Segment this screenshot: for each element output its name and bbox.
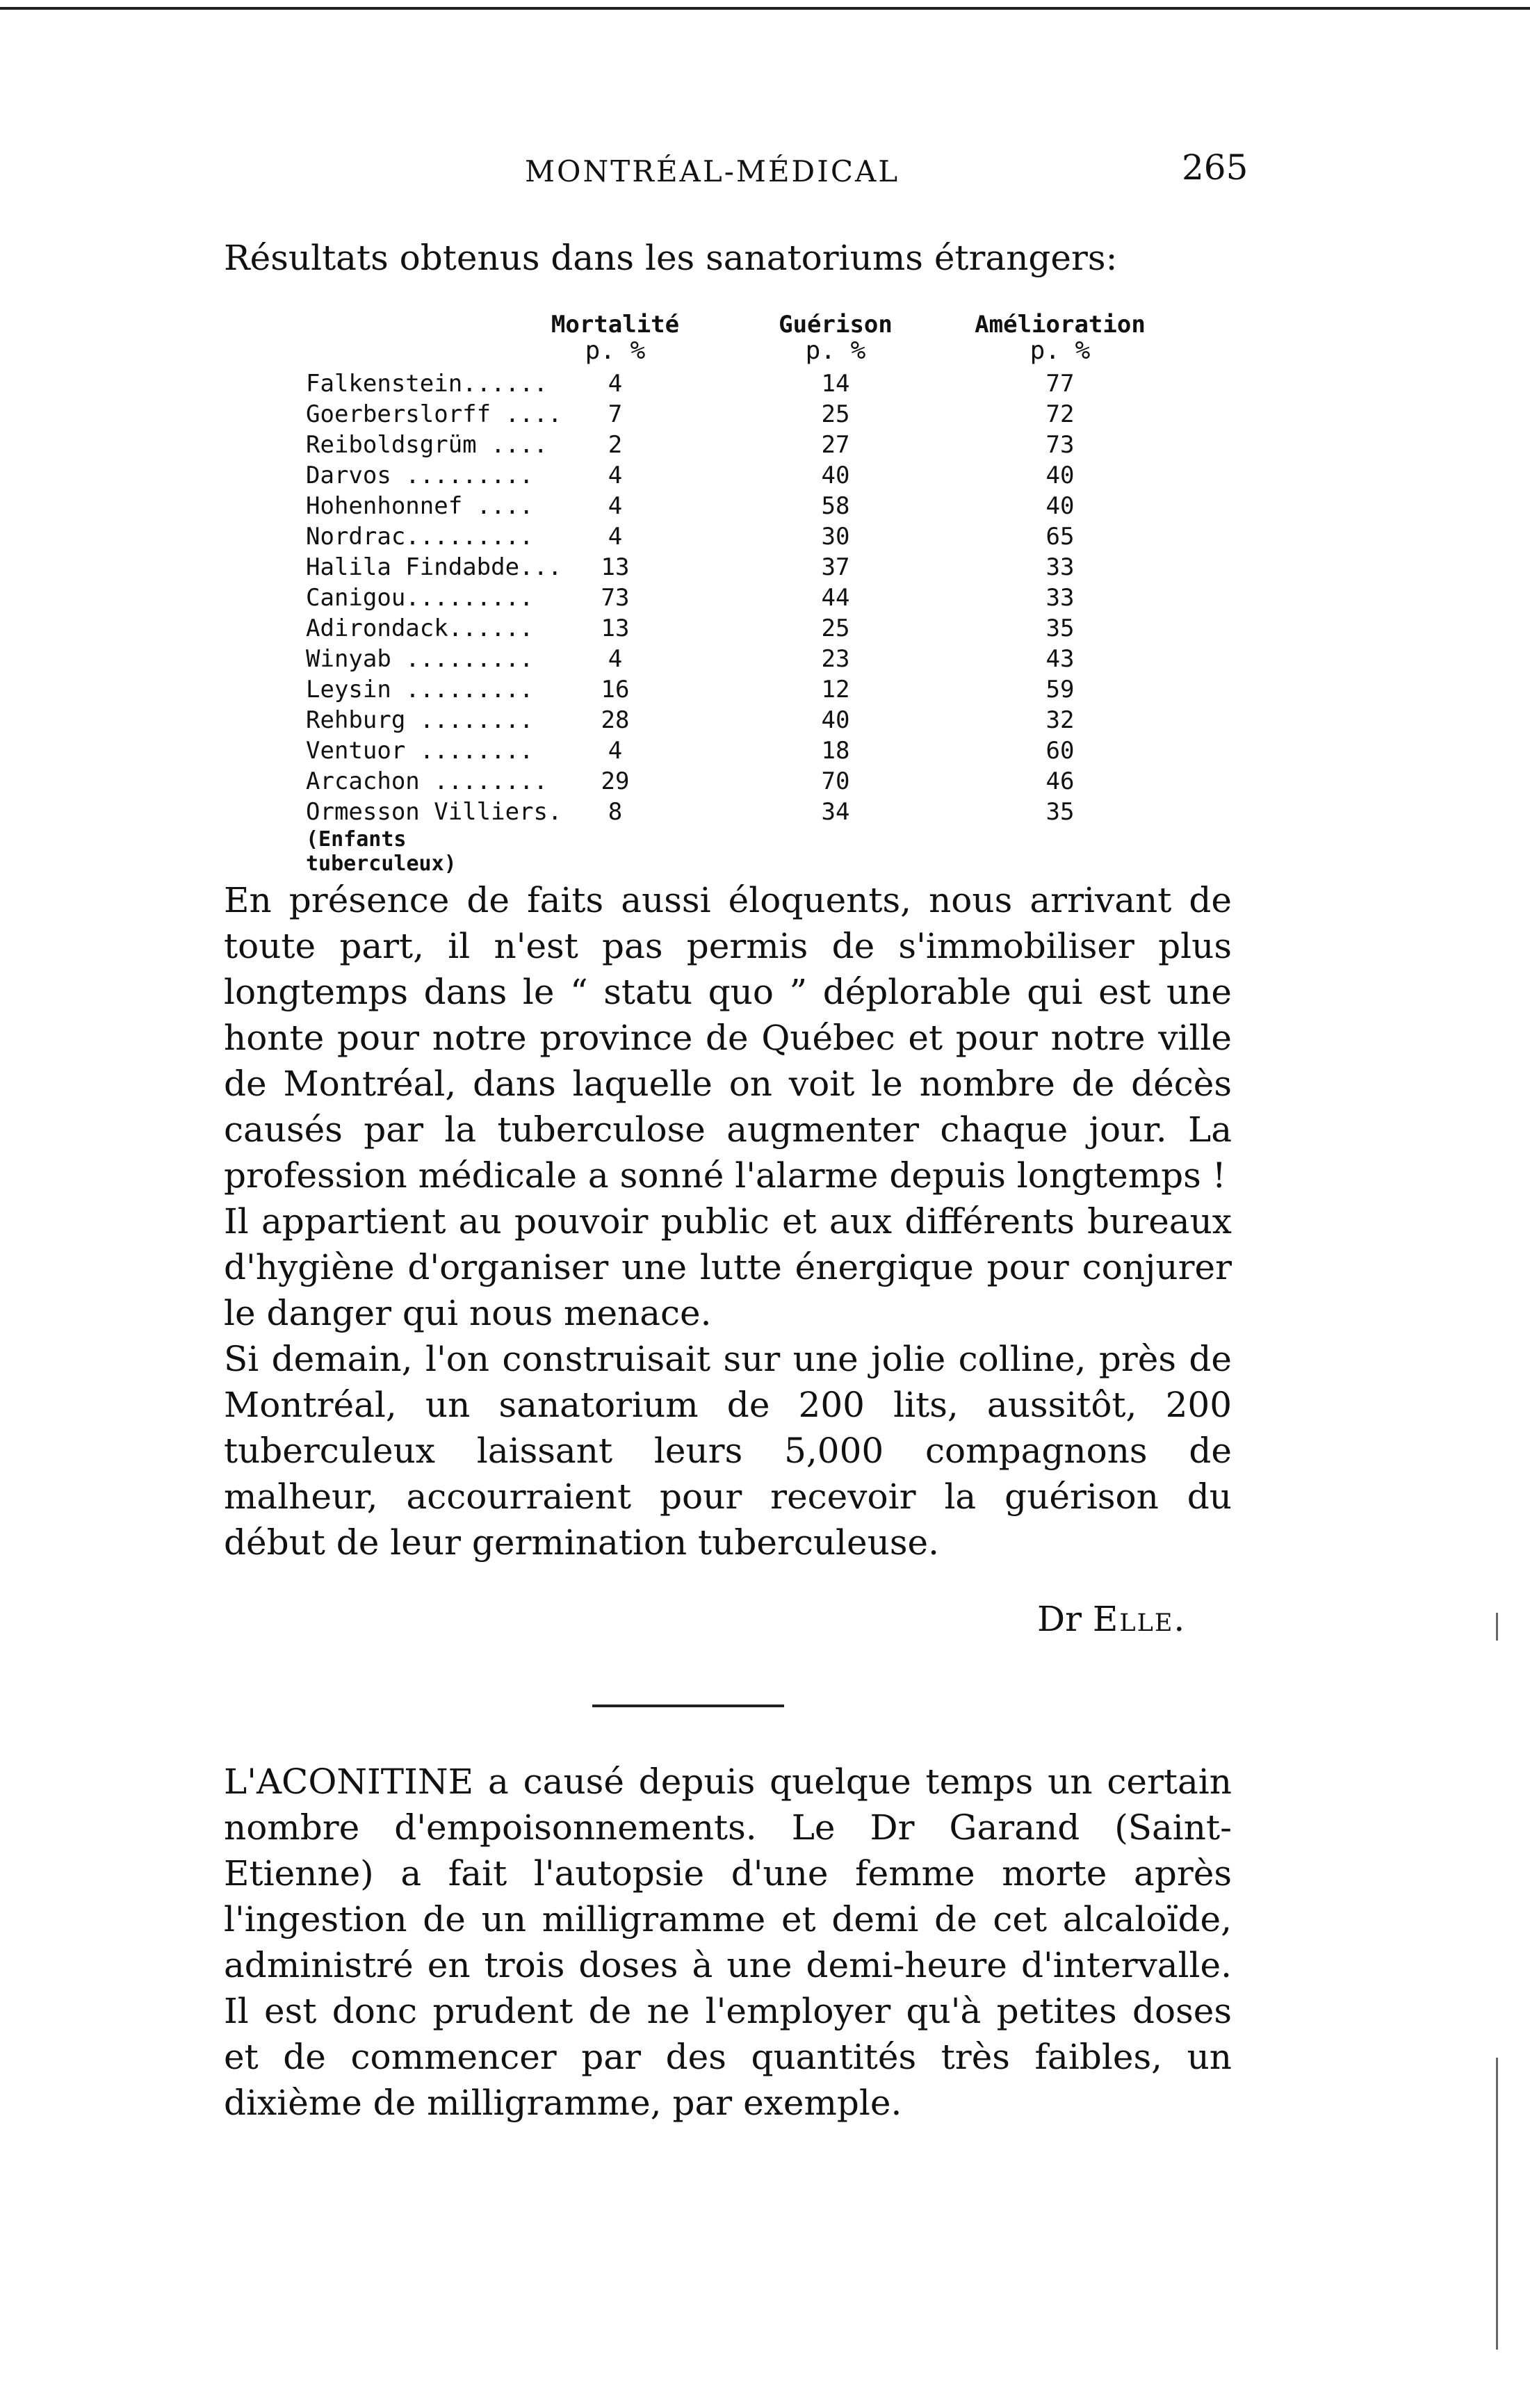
cell-guerison: 44 <box>821 584 850 612</box>
cell-mortalite: 7 <box>608 400 623 428</box>
cell-amelioration: 72 <box>1045 400 1075 428</box>
table-row <box>306 521 1210 552</box>
article-body <box>224 877 1232 1565</box>
row-name: Nordrac......... <box>306 523 534 551</box>
cell-amelioration: 35 <box>1045 615 1075 642</box>
running-header: MONTRÉAL-MÉDICAL <box>525 154 900 188</box>
paragraph: L'ACONITINE a causé depuis quelque temps un certain nombre d'empoisonnements. Le Dr Garand (Saint-Etienne) a fait l'autopsie d'une femme morte après l'ingestion de un milligramme et demi de cet alcaloïde, administré en trois doses à une demi-heure d'intervalle. Il est donc prudent de ne l'employer qu'à petites doses et de commencer par des quantités très faibles, un dixième de milligramme, par exemple. <box>224 1762 1232 2123</box>
cell-guerison: 18 <box>821 737 850 765</box>
cell-guerison: 25 <box>821 400 850 428</box>
col-title: Mortalité <box>551 311 680 339</box>
row-name: Goerberslorff .... <box>306 400 562 428</box>
cell-guerison: 37 <box>821 553 850 581</box>
cell-guerison: 40 <box>821 462 850 489</box>
row-name: Hohenhonnef .... <box>306 492 534 520</box>
row-name: Reiboldsgrüm .... <box>306 431 548 459</box>
col-unit: p. % <box>1030 336 1091 365</box>
cell-mortalite: 4 <box>608 370 623 398</box>
table-row <box>306 399 1210 430</box>
cell-amelioration: 46 <box>1045 767 1075 795</box>
cell-amelioration: 43 <box>1045 645 1075 673</box>
col-unit: p. % <box>805 336 866 365</box>
row-name: Winyab ......... <box>306 645 534 673</box>
signature-prefix: Dr <box>1037 1599 1093 1639</box>
margin-mark <box>1496 1613 1498 1641</box>
cell-guerison: 70 <box>821 767 850 795</box>
cell-amelioration: 77 <box>1045 370 1075 398</box>
cell-guerison: 27 <box>821 431 850 459</box>
cell-guerison: 25 <box>821 615 850 642</box>
paragraph: Si demain, l'on construisait sur une jolie colline, près de Montréal, un sanatorium de 200 lits, aussitôt, 200 tuberculeux laissant leurs 5,000 compagnons de malheur, accourraient pour recevoir la guérison du début de leur germination tuberculeuse. <box>224 1339 1232 1563</box>
row-name: Adirondack...... <box>306 615 534 642</box>
cell-guerison: 12 <box>821 676 850 703</box>
row-name: Ventuor ........ <box>306 737 534 765</box>
cell-amelioration: 40 <box>1045 492 1075 520</box>
cell-mortalite: 28 <box>601 706 630 734</box>
table-row <box>306 735 1210 766</box>
table-row <box>306 766 1210 797</box>
signature-name: Elle. <box>1092 1599 1187 1639</box>
table-row <box>306 430 1210 460</box>
cell-amelioration: 73 <box>1045 431 1075 459</box>
table-row <box>306 613 1210 644</box>
row-name: Falkenstein...... <box>306 370 548 398</box>
page-number: 265 <box>1182 147 1248 188</box>
table-row <box>306 705 1210 735</box>
cell-amelioration: 32 <box>1045 706 1075 734</box>
cell-amelioration: 33 <box>1045 584 1075 612</box>
col-title: Guérison <box>779 311 893 339</box>
second-article <box>224 1759 1232 2126</box>
col-unit: p. % <box>585 336 646 365</box>
table-row <box>306 674 1210 705</box>
table-note: (Enfants tuberculeux) <box>306 827 457 876</box>
cell-mortalite: 8 <box>608 798 623 826</box>
cell-guerison: 23 <box>821 645 850 673</box>
top-scan-rule <box>0 7 1530 10</box>
table-intro: Résultats obtenus dans les sanatoriums étrangers: <box>224 238 1118 278</box>
cell-mortalite: 2 <box>608 431 623 459</box>
table-row <box>306 644 1210 674</box>
row-name: Darvos ......... <box>306 462 534 489</box>
paragraph: Il appartient au pouvoir public et aux différents bureaux d'hygiène d'organiser une lutte énergique pour conjurer le danger qui nous menace. <box>224 1201 1232 1333</box>
col-header-mortalite <box>504 311 726 364</box>
cell-mortalite: 13 <box>601 553 630 581</box>
col-header-guerison <box>724 311 947 364</box>
table-row <box>306 583 1210 613</box>
cell-amelioration: 65 <box>1045 523 1075 551</box>
cell-mortalite: 4 <box>608 462 623 489</box>
table-row <box>306 368 1210 399</box>
cell-mortalite: 4 <box>608 737 623 765</box>
row-name: Arcachon ........ <box>306 767 548 795</box>
col-title: Amélioration <box>975 311 1146 339</box>
table-row <box>306 797 1210 827</box>
row-name: Halila Findabde... <box>306 553 562 581</box>
row-name: Canigou......... <box>306 584 534 612</box>
margin-mark <box>1496 2058 1498 2350</box>
paragraph: En présence de faits aussi éloquents, nous arrivant de toute part, il n'est pas permis de s'immobiliser plus longtemps dans le “ statu quo ” déplorable qui est une honte pour notre province de Québec et pour notre ville de Montréal, dans laquelle on voit le nombre de décès causés par la tuberculose augmenter chaque jour. La profession médicale a sonné l'alarme depuis longtemps ! <box>224 880 1232 1196</box>
author-signature <box>1037 1599 1186 1639</box>
cell-amelioration: 59 <box>1045 676 1075 703</box>
table-row <box>306 460 1210 491</box>
cell-mortalite: 29 <box>601 767 630 795</box>
cell-amelioration: 40 <box>1045 462 1075 489</box>
cell-amelioration: 60 <box>1045 737 1075 765</box>
row-name: Rehburg ........ <box>306 706 534 734</box>
section-divider <box>592 1705 784 1707</box>
table-row <box>306 491 1210 521</box>
cell-mortalite: 4 <box>608 492 623 520</box>
table-row <box>306 552 1210 583</box>
cell-mortalite: 73 <box>601 584 630 612</box>
row-name: Ormesson Villiers. <box>306 798 562 826</box>
cell-mortalite: 13 <box>601 615 630 642</box>
cell-guerison: 14 <box>821 370 850 398</box>
cell-amelioration: 35 <box>1045 798 1075 826</box>
col-header-amelioration <box>949 311 1171 364</box>
cell-guerison: 34 <box>821 798 850 826</box>
cell-guerison: 40 <box>821 706 850 734</box>
cell-mortalite: 4 <box>608 523 623 551</box>
cell-mortalite: 4 <box>608 645 623 673</box>
cell-amelioration: 33 <box>1045 553 1075 581</box>
cell-mortalite: 16 <box>601 676 630 703</box>
cell-guerison: 30 <box>821 523 850 551</box>
cell-guerison: 58 <box>821 492 850 520</box>
row-name: Leysin ......... <box>306 676 534 703</box>
